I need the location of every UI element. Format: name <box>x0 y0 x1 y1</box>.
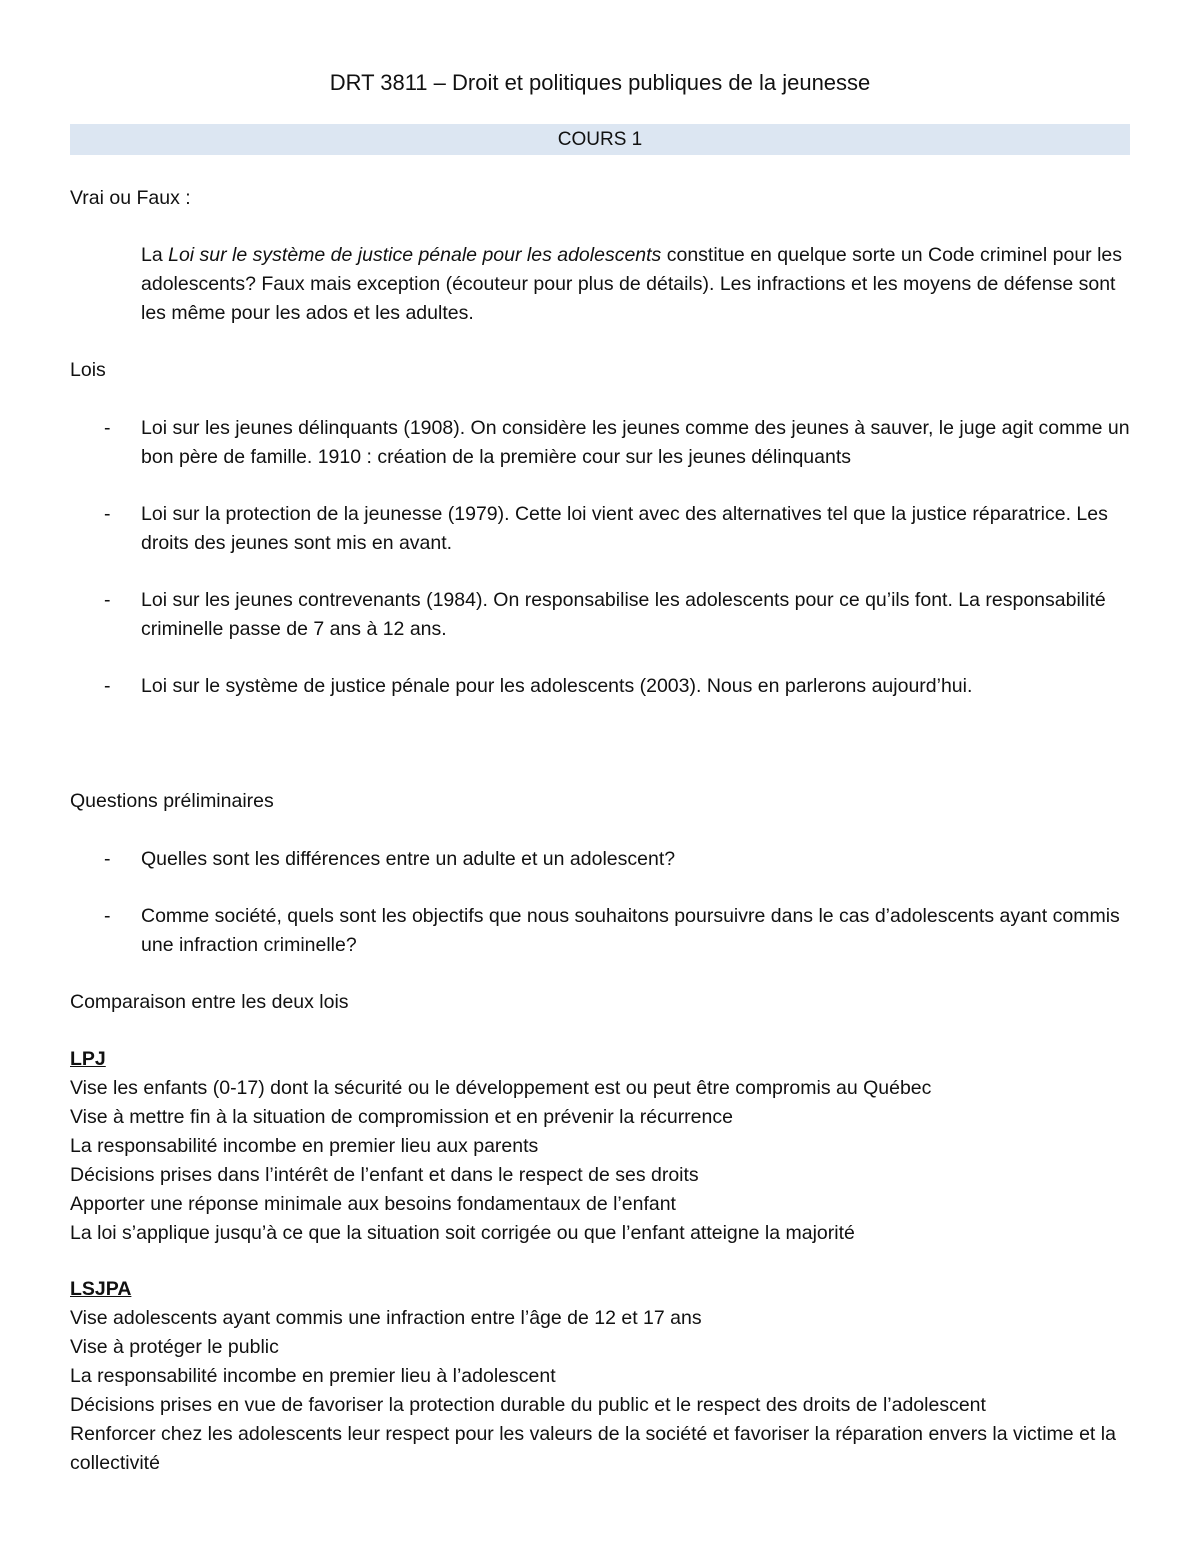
lsjpa-line: Vise à protéger le public <box>70 1336 279 1358</box>
vrai-faux-heading: Vrai ou Faux : <box>70 187 191 209</box>
lpj-line: Vise à mettre fin à la situation de compromission et en prévenir la récurrence <box>70 1106 733 1128</box>
lois-heading: Lois <box>70 359 106 381</box>
lpj-line: Décisions prises dans l’intérêt de l’enfant et dans le respect de ses droits <box>70 1164 699 1186</box>
lsjpa-heading: LSJPA <box>70 1278 132 1300</box>
vrai-faux-paragraph <box>141 241 1130 328</box>
lpj-line: Vise les enfants (0-17) dont la sécurité ou le développement est ou peut être compromis au Québec <box>70 1077 932 1099</box>
lois-item-text: Loi sur la protection de la jeunesse (1979). Cette loi vient avec des alternatives tel que la justice réparatrice. Les droits des jeunes sont mis en avant. <box>141 503 1108 554</box>
list-dash: - <box>104 503 111 525</box>
lpj-lines <box>70 1074 1130 1248</box>
lpj-heading: LPJ <box>70 1048 106 1070</box>
lois-item-text: Loi sur le système de justice pénale pour les adolescents (2003). Nous en parlerons aujourd’hui. <box>141 675 973 697</box>
lpj-line: La responsabilité incombe en premier lieu aux parents <box>70 1135 539 1157</box>
lsjpa-line: Renforcer chez les adolescents leur respect pour les valeurs de la société et favoriser la réparation envers la victime et la collectivité <box>70 1423 1116 1474</box>
list-dash: - <box>104 417 111 439</box>
list-dash: - <box>104 848 111 870</box>
lpj-line: La loi s’applique jusqu’à ce que la situation soit corrigée ou que l’enfant atteigne la majorité <box>70 1222 855 1244</box>
lsjpa-line: Vise adolescents ayant commis une infraction entre l’âge de 12 et 17 ans <box>70 1307 702 1329</box>
lois-item-text: Loi sur les jeunes délinquants (1908). On considère les jeunes comme des jeunes à sauver, le juge agit comme un bon père de famille. 1910 : création de la première cour sur les jeunes délinquants <box>141 417 1130 468</box>
lois-item-text: Loi sur les jeunes contrevenants (1984). On responsabilise les adolescents pour ce qu’ils font. La responsabilité criminelle passe de 7 ans à 12 ans. <box>141 589 1106 640</box>
lpj-line: Apporter une réponse minimale aux besoins fondamentaux de l’enfant <box>70 1193 676 1215</box>
vrai-faux-law-title: Loi sur le système de justice pénale pour les adolescents <box>168 244 662 266</box>
document-title: DRT 3811 – Droit et politiques publiques de la jeunesse <box>329 70 871 95</box>
list-dash: - <box>104 675 111 697</box>
comparaison-heading: Comparaison entre les deux lois <box>70 991 349 1013</box>
question-text: Quelles sont les différences entre un adulte et un adolescent? <box>141 848 676 870</box>
vrai-faux-prefix: La <box>141 244 169 266</box>
question-text: Comme société, quels sont les objectifs que nous souhaitons poursuivre dans le cas d’adolescents ayant commis une infraction criminelle? <box>141 905 1120 956</box>
vrai-faux-text: constitue en quelque sorte un Code criminel pour les adolescents? Faux mais exception (écouteur pour plus de détails). Les infractions et les moyens de défense sont les même pour les ados et les adultes. <box>141 244 1122 324</box>
list-dash: - <box>104 589 111 611</box>
lsjpa-line: Décisions prises en vue de favoriser la protection durable du public et le respect des droits de l’adolescent <box>70 1394 986 1416</box>
course-banner: COURS 1 <box>70 124 1130 155</box>
list-dash: - <box>104 905 111 927</box>
questions-heading: Questions préliminaires <box>70 790 274 812</box>
lsjpa-lines <box>70 1304 1130 1478</box>
lsjpa-line: La responsabilité incombe en premier lieu à l’adolescent <box>70 1365 556 1387</box>
